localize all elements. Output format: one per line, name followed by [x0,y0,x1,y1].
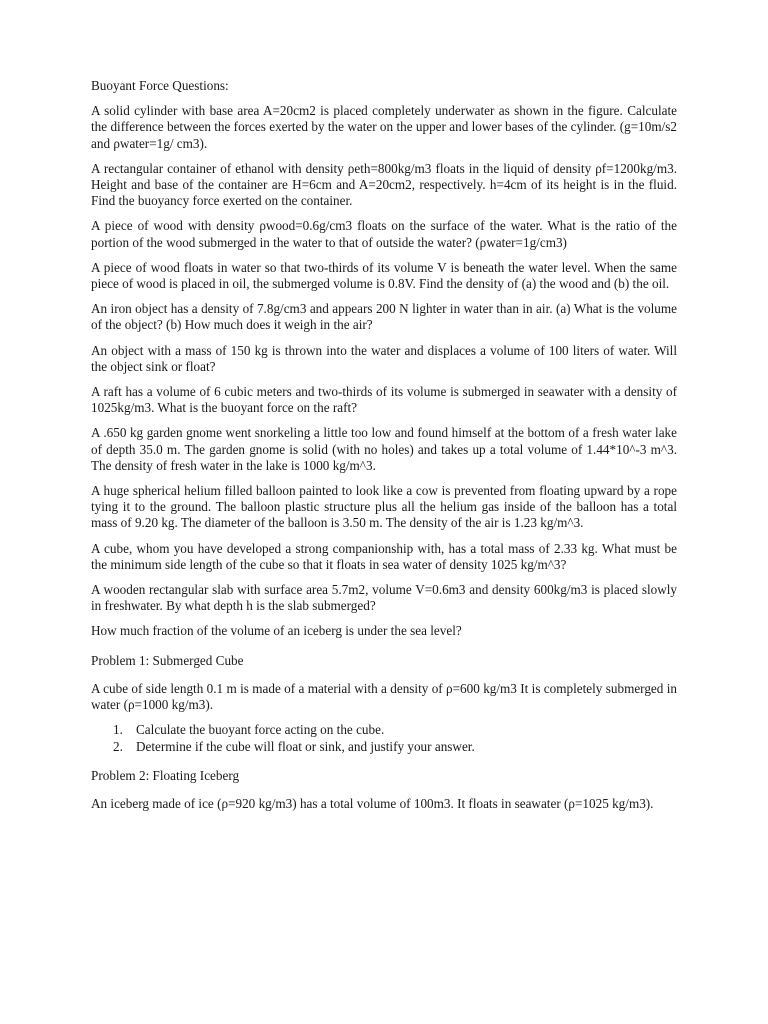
question-5: An iron object has a density of 7.8g/cm3 and appears 200 N lighter in water than in air. (a) What is the volume of the object? (b) How much does it weigh in the air? [91,301,677,333]
list-item-text: Determine if the cube will float or sink, and justify your answer. [136,738,475,754]
problem-1-heading: Problem 1: Submerged Cube [91,652,244,668]
question-1: A solid cylinder with base area A=20cm2 is placed completely underwater as shown in the figure. Calculate the difference between the forces exerted by the water on the upper and lower bases of the cylinder. (g=10m/s2 and ρwater=1g/ cm3). [91,103,677,151]
question-3: A piece of wood with density ρwood=0.6g/cm3 floats on the surface of the water. What is the ratio of the portion of the wood submerged in the water to that of outside the water? (ρwater=1g/cm3) [91,218,677,250]
document-page [91,78,677,821]
problem-1-list [91,722,677,754]
list-item-text: Calculate the buoyant force acting on the cube. [136,722,385,738]
question-12: How much fraction of the volume of an iceberg is under the sea level? [91,623,462,639]
question-10: A cube, whom you have developed a strong companionship with, has a total mass of 2.33 kg. What must be the minimum side length of the cube so that it floats in sea water of density 1025 kg/m^3? [91,540,677,572]
list-item [91,722,677,738]
list-item-number: 2. [113,738,123,754]
document-title: Buoyant Force Questions: [91,78,229,93]
question-6: An object with a mass of 150 kg is thrown into the water and displaces a volume of 100 liters of water. Will the object sink or float? [91,342,677,374]
question-11: A wooden rectangular slab with surface area 5.7m2, volume V=0.6m3 and density 600kg/m3 is placed slowly in freshwater. By what depth h is the slab submerged? [91,582,677,614]
question-2: A rectangular container of ethanol with density ρeth=800kg/m3 floats in the liquid of density ρf=1200kg/m3. Height and base of the container are H=6cm and A=20cm2, respectively. h=4cm of its height is in the fluid. Find the buoyancy force exerted on the container. [91,160,677,209]
problem-2-heading: Problem 2: Floating Iceberg [91,767,240,783]
problem-1-text: A cube of side length 0.1 m is made of a material with a density of ρ=600 kg/m3 It is completely submerged in water (ρ=1000 kg/m3). [91,680,677,713]
list-item-number: 1. [113,722,123,738]
question-4: A piece of wood floats in water so that two-thirds of its volume V is beneath the water level. When the same piece of wood is placed in oil, the submerged volume is 0.8V. Find the density of (a) the wood and (b) the oil. [91,259,677,292]
question-7: A raft has a volume of 6 cubic meters and two-thirds of its volume is submerged in seawater with a density of 1025kg/m3. What is the buoyant force on the raft? [91,384,677,416]
list-item [91,739,677,755]
question-8: A .650 kg garden gnome went snorkeling a little too low and found himself at the bottom of a fresh water lake of depth 35.0 m. The garden gnome is solid (with no holes) and takes up a total volume of 1.44*10^-3 m^3. The density of fresh water in the lake is 1000 kg/m^3. [91,425,677,473]
problem-2-text: An iceberg made of ice (ρ=920 kg/m3) has a total volume of 100m3. It floats in seawater (ρ=1025 kg/m3). [91,795,654,811]
question-9: A huge spherical helium filled balloon painted to look like a cow is prevented from floating upward by a rope tying it to the ground. The balloon plastic structure plus all the helium gas inside of the balloon has a total mass of 9.20 kg. The diameter of the balloon is 3.50 m. The density of the air is 1.23 kg/m^3. [91,483,677,531]
